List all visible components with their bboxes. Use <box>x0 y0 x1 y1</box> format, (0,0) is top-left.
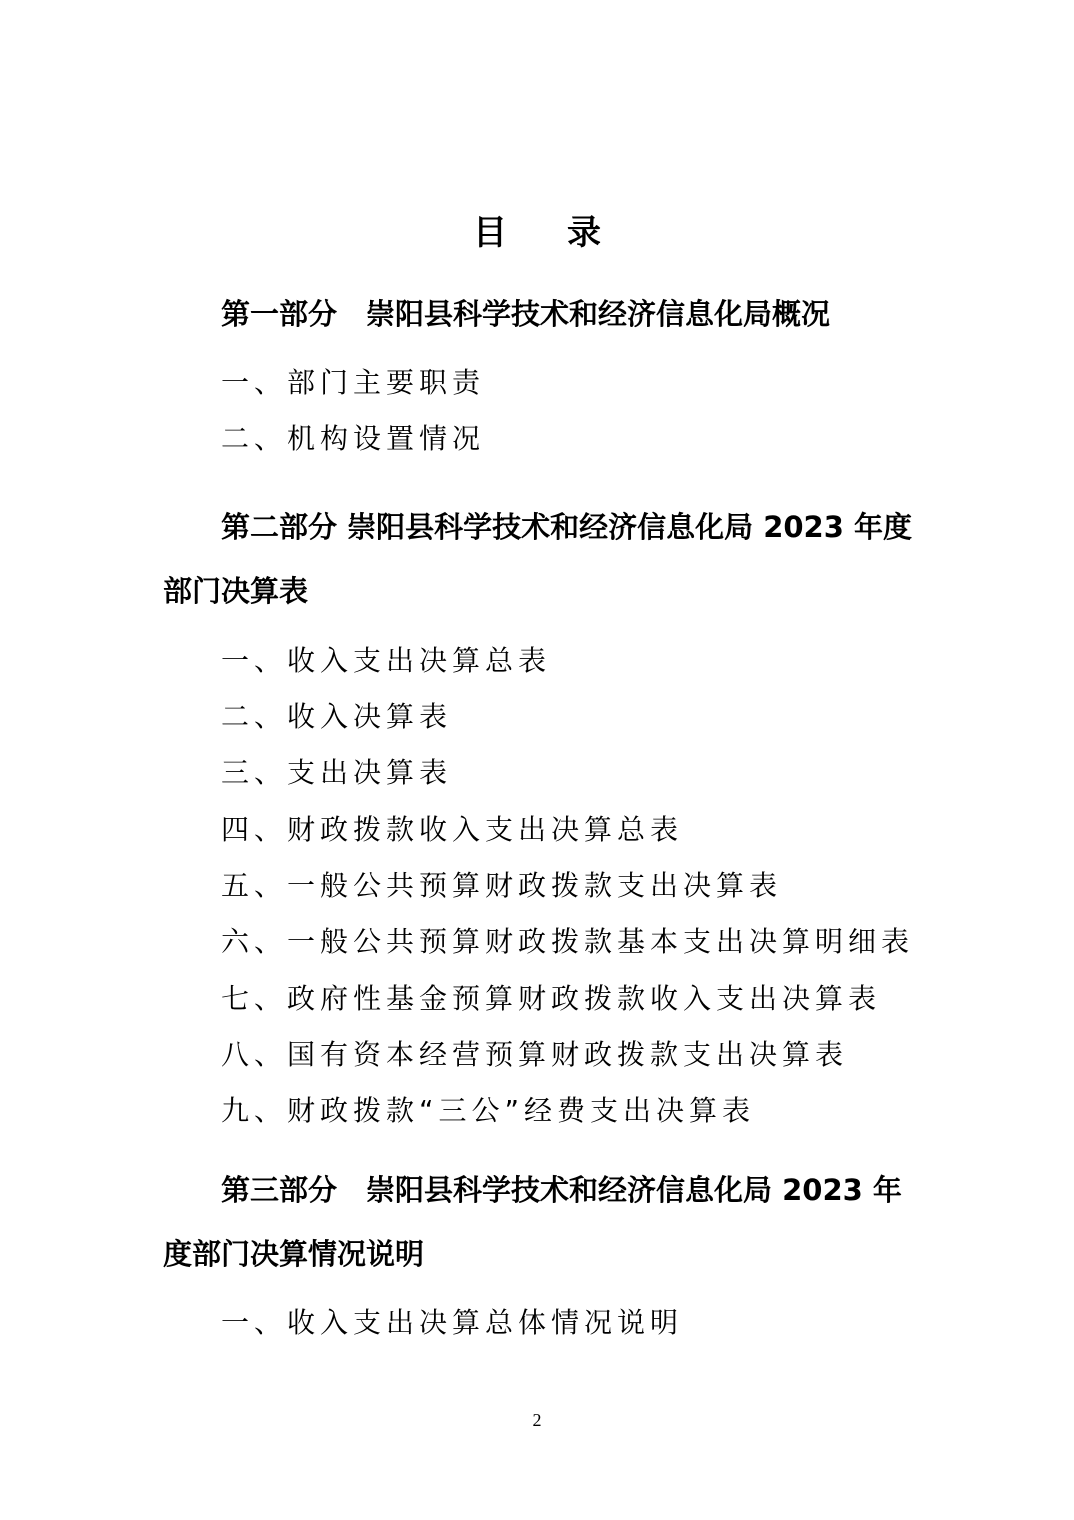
part1-item-2: 二、机构设置情况 <box>221 422 486 455</box>
part1-item-1: 一、部门主要职责 <box>221 366 486 399</box>
toc-title: 目录 <box>473 213 661 253</box>
part2-heading: 第二部分 崇阳县科学技术和经济信息化局 2023 年度部门决算表 <box>163 510 913 608</box>
part2-item-1: 一、收入支出决算总表 <box>221 644 552 677</box>
part2-item-4: 四、财政拨款收入支出决算总表 <box>221 813 684 846</box>
part3-item-1: 一、收入支出决算总体情况说明 <box>221 1306 684 1339</box>
part2-item-9: 九、财政拨款“三公”经费支出决算表 <box>221 1094 756 1127</box>
part2-item-3: 三、支出决算表 <box>221 756 453 789</box>
part2-item-6: 六、一般公共预算财政拨款基本支出决算明细表 <box>221 925 915 958</box>
part2-item-7: 七、政府性基金预算财政拨款收入支出决算表 <box>221 982 882 1015</box>
part2-item-5: 五、一般公共预算财政拨款支出决算表 <box>221 869 783 902</box>
part3-heading: 第三部分 崇阳县科学技术和经济信息化局 2023 年度部门决算情况说明 <box>163 1173 902 1271</box>
part1-heading: 第一部分 崇阳县科学技术和经济信息化局概况 <box>221 297 831 331</box>
part2-item-8: 八、国有资本经营预算财政拨款支出决算表 <box>221 1038 849 1071</box>
part2-item-2: 二、收入决算表 <box>221 700 453 733</box>
page-number: 2 <box>532 1410 542 1430</box>
